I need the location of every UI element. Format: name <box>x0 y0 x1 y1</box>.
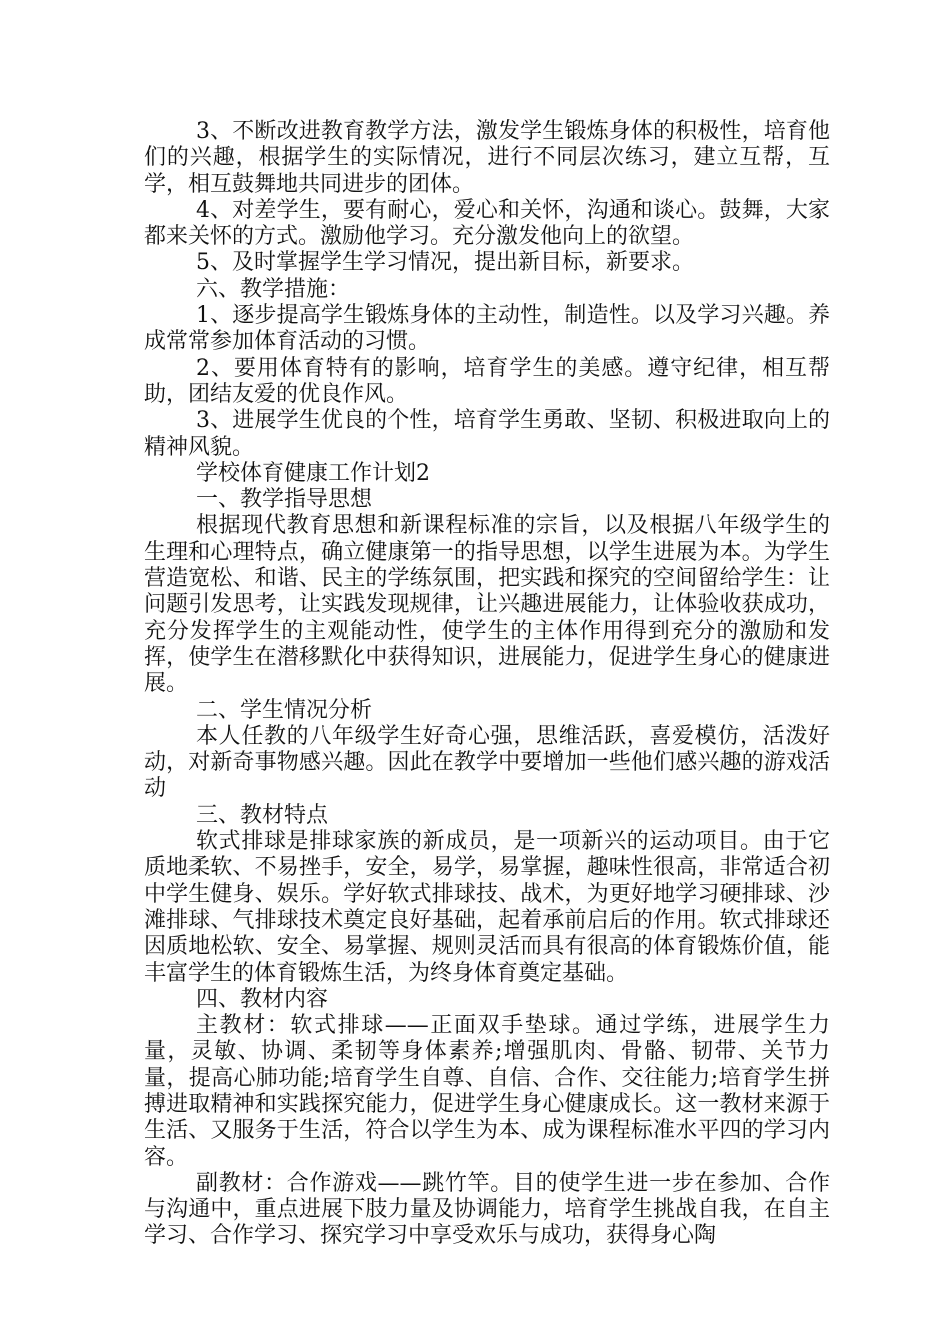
paragraph-main-material: 主教材：软式排球——正面双手垫球。通过学练，进展学生力量，灵敏、协调、柔韧等身体素养;增强肌肉、骨骼、韧带、关节力量，提高心肺功能;培育学生自尊、自信、合作、交往能力;培育学生拼搏进取精神和实践探究能力，促进学生身心健康成长。这一教材来源于生活、又服务于生活，符合以学生为本、成为课程标准水平四的学习内容。 <box>144 1013 830 1170</box>
paragraph-measure1: 1、逐步提高学生锻炼身体的主动性，制造性。以及学习兴趣。养成常常参加体育活动的习惯。 <box>144 303 830 355</box>
section-heading-material-content: 四、教材内容 <box>196 986 329 1012</box>
paragraph-student-analysis: 本人任教的八年级学生好奇心强，思维活跃，喜爱模仿，活泼好动，对新奇事物感兴趣。因此在教学中要增加一些他们感兴趣的游戏活动 <box>144 723 830 802</box>
paragraph-secondary-material: 副教材：合作游戏——跳竹竿。目的使学生进一步在参加、合作与沟通中，重点进展下肢力量及协调能力，培育学生挑战自我，在自主学习、合作学习、探究学习中享受欢乐与成功，获得身心陶 <box>144 1170 830 1249</box>
section-heading-guiding-ideology: 一、教学指导思想 <box>196 487 373 513</box>
section-heading-material-features: 三、教材特点 <box>196 802 329 828</box>
document-title-plan2: 学校体育健康工作计划2 <box>196 460 430 486</box>
paragraph-measure2: 2、要用体育特有的影响，培育学生的美感。遵守纪律，相互帮助，团结友爱的优良作风。 <box>144 355 830 407</box>
paragraph-measure3: 3、进展学生优良的个性，培育学生勇敢、坚韧、积极进取向上的精神风貌。 <box>144 408 830 460</box>
paragraph-item5: 5、及时掌握学生学习情况，提出新目标，新要求。 <box>196 250 694 276</box>
paragraph-item4: 4、对差学生，要有耐心，爱心和关怀，沟通和谈心。鼓舞，大家都来关怀的方式。激励他学习。充分激发他向上的欲望。 <box>144 197 830 250</box>
paragraph-guiding-ideology: 根据现代教育思想和新课程标准的宗旨，以及根据八年级学生的生理和心理特点，确立健康第一的指导思想，以学生进展为本。为学生营造宽松、和谐、民主的学练氛围，把实践和探究的空间留给学生：让问题引发思考，让实践发现规律，让兴趣进展能力，让体验收获成功，充分发挥学生的主观能动性，使学生的主体作用得到充分的激励和发挥，使学生在潜移默化中获得知识，进展能力，促进学生身心的健康进展。 <box>144 513 830 697</box>
section-heading-teaching-measures: 六、教学措施： <box>196 276 351 302</box>
section-heading-student-analysis: 二、学生情况分析 <box>196 697 373 723</box>
paragraph-item3: 3、不断改进教育教学方法，激发学生锻炼身体的积极性，培育他们的兴趣，根据学生的实际情况，进行不同层次练习，建立互帮，互学，相互鼓舞地共同进步的团体。 <box>144 119 830 197</box>
paragraph-material-features: 软式排球是排球家族的新成员，是一项新兴的运动项目。由于它质地柔软、不易挫手，安全，易学，易掌握，趣味性很高，非常适合初中学生健身、娱乐。学好软式排球技、战术，为更好地学习硬排球、沙滩排球、气排球技术奠定良好基础，起着承前启后的作用。软式排球还因质地松软、安全、易掌握、规则灵活而具有很高的体育锻炼价值，能丰富学生的体育锻炼生活，为终身体育奠定基础。 <box>144 829 830 986</box>
